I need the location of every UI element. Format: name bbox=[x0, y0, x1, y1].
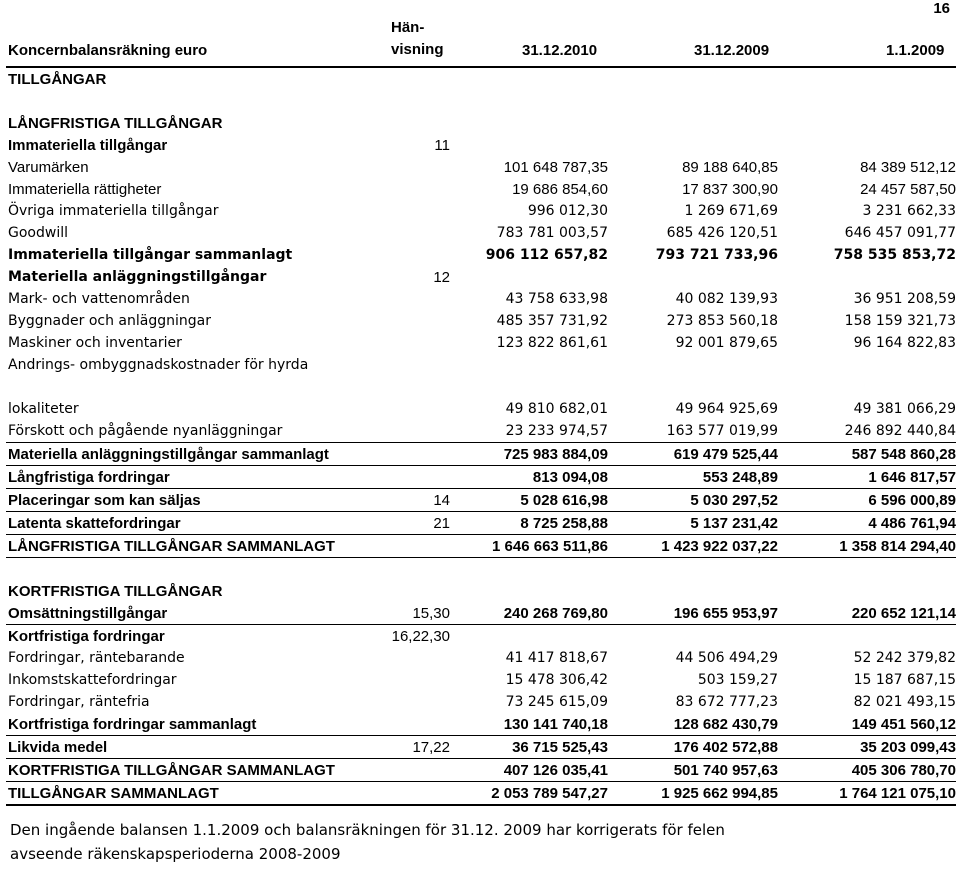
row-label: Goodwill bbox=[8, 225, 68, 241]
value-2009: 49 964 925,69 bbox=[675, 401, 778, 417]
row-label: Långfristiga fordringar bbox=[8, 469, 170, 486]
row-label: Övriga immateriella tillgångar bbox=[8, 203, 219, 219]
row-label: Fordringar, räntefria bbox=[8, 694, 150, 710]
value-opening: 49 381 066,29 bbox=[853, 401, 956, 417]
row-label: Varumärken bbox=[8, 159, 89, 176]
column-header-2010: 31.12.2010 bbox=[522, 42, 598, 59]
value-2010: 725 983 884,09 bbox=[503, 446, 608, 463]
footnote-line-2: avseende räkenskapsperioderna 2008-2009 bbox=[10, 845, 341, 863]
value-2009: 501 740 957,63 bbox=[673, 762, 778, 779]
value-2010: 996 012,30 bbox=[527, 203, 608, 219]
footnote bbox=[10, 818, 725, 866]
value-2010: 5 028 616,98 bbox=[520, 492, 608, 509]
table-row bbox=[6, 781, 956, 806]
value-2010: 41 417 818,67 bbox=[505, 650, 608, 666]
balance-sheet bbox=[6, 14, 956, 806]
value-2010: 73 245 615,09 bbox=[505, 694, 608, 710]
value-opening: 82 021 493,15 bbox=[853, 694, 956, 710]
row-label: LÅNGFRISTIGA TILLGÅNGAR SAMMANLAGT bbox=[8, 538, 335, 555]
table-row bbox=[6, 222, 956, 244]
table-row bbox=[6, 534, 956, 558]
row-note: 12 bbox=[433, 269, 450, 286]
value-2009: 793 721 733,96 bbox=[655, 247, 778, 263]
table-row bbox=[6, 354, 956, 376]
table-row bbox=[6, 735, 956, 758]
row-label: Omsättningstillgångar bbox=[8, 605, 168, 622]
row-label: Maskiner och inventarier bbox=[8, 335, 182, 351]
value-opening: 405 306 780,70 bbox=[851, 762, 956, 779]
value-opening: 149 451 560,12 bbox=[851, 716, 956, 733]
table-row bbox=[6, 266, 956, 288]
table-row bbox=[6, 134, 956, 156]
value-opening: 220 652 121,14 bbox=[851, 605, 956, 622]
table-row bbox=[6, 488, 956, 511]
row-label: KORTFRISTIGA TILLGÅNGAR SAMMANLAGT bbox=[8, 762, 335, 779]
row-label: Latenta skattefordringar bbox=[8, 515, 181, 532]
value-opening: 1 646 817,57 bbox=[868, 469, 956, 486]
row-label: Immateriella tillgångar sammanlagt bbox=[8, 247, 293, 263]
table-row bbox=[6, 156, 956, 178]
table-body bbox=[6, 68, 956, 806]
footnote-line-1: Den ingående balansen 1.1.2009 och balansräkningen för 31.12. 2009 har korrigerats för felen bbox=[10, 821, 725, 839]
value-2010: 2 053 789 547,27 bbox=[491, 785, 608, 802]
value-2010: 49 810 682,01 bbox=[505, 401, 608, 417]
row-label: Andrings- ombyggnadskostnader för hyrda bbox=[8, 357, 309, 373]
value-opening: 36 951 208,59 bbox=[853, 291, 956, 307]
value-opening: 84 389 512,12 bbox=[860, 159, 956, 176]
table-row bbox=[6, 758, 956, 781]
value-2009: 1 269 671,69 bbox=[684, 203, 778, 219]
table-row bbox=[6, 465, 956, 488]
value-2010: 36 715 525,43 bbox=[512, 739, 608, 756]
row-note: 21 bbox=[433, 515, 450, 532]
row-label: Likvida medel bbox=[8, 739, 108, 756]
value-2010: 19 686 854,60 bbox=[512, 181, 608, 198]
table-row bbox=[6, 624, 956, 647]
row-label: Immateriella rättigheter bbox=[8, 181, 162, 198]
value-2010: 783 781 003,57 bbox=[496, 225, 608, 241]
value-2009: 5 137 231,42 bbox=[690, 515, 778, 532]
table-header bbox=[6, 14, 956, 68]
value-2009: 685 426 120,51 bbox=[666, 225, 778, 241]
value-2009: 83 672 777,23 bbox=[675, 694, 778, 710]
row-note: 11 bbox=[434, 137, 450, 154]
row-label: Materiella anläggningstillgångar bbox=[8, 269, 267, 285]
row-note: 17,22 bbox=[412, 739, 450, 756]
table-row bbox=[6, 200, 956, 222]
row-label: TILLGÅNGAR SAMMANLAGT bbox=[8, 785, 219, 802]
row-note: 14 bbox=[433, 492, 450, 509]
table-row bbox=[6, 332, 956, 354]
table-row bbox=[6, 580, 956, 602]
value-opening: 1 764 121 075,10 bbox=[839, 785, 956, 802]
value-opening: 3 231 662,33 bbox=[862, 203, 956, 219]
value-2010: 1 646 663 511,86 bbox=[492, 538, 608, 555]
value-2010: 813 094,08 bbox=[532, 469, 608, 486]
value-2009: 5 030 297,52 bbox=[690, 492, 778, 509]
value-opening: 15 187 687,15 bbox=[853, 672, 956, 688]
table-row bbox=[6, 420, 956, 442]
row-label: Materiella anläggningstillgångar sammanlagt bbox=[8, 446, 329, 463]
spacer-row bbox=[6, 90, 956, 112]
value-opening: 158 159 321,73 bbox=[844, 313, 956, 329]
value-2010: 43 758 633,98 bbox=[505, 291, 608, 307]
value-opening: 35 203 099,43 bbox=[860, 739, 956, 756]
value-2009: 163 577 019,99 bbox=[666, 423, 778, 439]
page-number: 16 bbox=[933, 0, 950, 17]
row-label: KORTFRISTIGA TILLGÅNGAR bbox=[8, 583, 223, 600]
table-row bbox=[6, 669, 956, 691]
table-row bbox=[6, 376, 956, 420]
row-label: Kortfristiga fordringar bbox=[8, 628, 165, 645]
value-opening: 96 164 822,83 bbox=[853, 335, 956, 351]
value-opening: 646 457 091,77 bbox=[844, 225, 956, 241]
value-opening: 587 548 860,28 bbox=[851, 446, 956, 463]
table-row bbox=[6, 713, 956, 735]
value-2010: 130 141 740,18 bbox=[503, 716, 608, 733]
value-2009: 1 423 922 037,22 bbox=[661, 538, 778, 555]
value-opening: 758 535 853,72 bbox=[833, 247, 956, 263]
value-2009: 89 188 640,85 bbox=[682, 159, 778, 176]
value-2009: 44 506 494,29 bbox=[675, 650, 778, 666]
value-opening: 4 486 761,94 bbox=[868, 515, 956, 532]
table-row bbox=[6, 112, 956, 134]
table-row bbox=[6, 68, 956, 90]
table-row bbox=[6, 511, 956, 534]
value-2010: 8 725 258,88 bbox=[520, 515, 608, 532]
spacer-row bbox=[6, 558, 956, 580]
row-label: Förskott och pågående nyanläggningar bbox=[8, 423, 283, 439]
table-row bbox=[6, 647, 956, 669]
value-opening: 52 242 379,82 bbox=[853, 650, 956, 666]
row-label: LÅNGFRISTIGA TILLGÅNGAR bbox=[8, 115, 223, 132]
row-label: Mark- och vattenområden bbox=[8, 291, 190, 307]
value-2010: 240 268 769,80 bbox=[503, 605, 608, 622]
value-2009: 17 837 300,90 bbox=[682, 181, 778, 198]
value-2010: 15 478 306,42 bbox=[505, 672, 608, 688]
row-label: Byggnader och anläggningar bbox=[8, 313, 211, 329]
value-2010: 906 112 657,82 bbox=[485, 247, 608, 263]
value-2009: 92 001 879,65 bbox=[675, 335, 778, 351]
value-2009: 503 159,27 bbox=[697, 672, 778, 688]
table-row bbox=[6, 442, 956, 465]
value-2009: 176 402 572,88 bbox=[673, 739, 778, 756]
row-label: Placeringar som kan säljas bbox=[8, 492, 201, 509]
value-2009: 128 682 430,79 bbox=[673, 716, 778, 733]
column-header-2009: 31.12.2009 bbox=[694, 42, 770, 59]
table-row bbox=[6, 602, 956, 624]
row-label: Kortfristiga fordringar sammanlagt bbox=[8, 716, 257, 733]
row-label: lokaliteter bbox=[8, 401, 79, 417]
table-row bbox=[6, 244, 956, 266]
value-2009: 1 925 662 994,85 bbox=[661, 785, 778, 802]
table-row bbox=[6, 310, 956, 332]
table-title: Koncernbalansräkning euro bbox=[8, 42, 208, 59]
row-label: Immateriella tillgångar bbox=[8, 137, 168, 154]
note-header-line1: Hän- bbox=[391, 19, 425, 36]
value-opening: 6 596 000,89 bbox=[868, 492, 956, 509]
table-row bbox=[6, 691, 956, 713]
value-2009: 273 853 560,18 bbox=[666, 313, 778, 329]
row-note: 16,22,30 bbox=[391, 628, 450, 645]
value-opening: 1 358 814 294,40 bbox=[839, 538, 956, 555]
row-label: TILLGÅNGAR bbox=[8, 71, 107, 88]
value-opening: 246 892 440,84 bbox=[844, 423, 956, 439]
row-label: Fordringar, räntebarande bbox=[8, 650, 185, 666]
table-row bbox=[6, 288, 956, 310]
value-2010: 123 822 861,61 bbox=[496, 335, 608, 351]
value-2009: 553 248,89 bbox=[702, 469, 778, 486]
value-2010: 23 233 974,57 bbox=[505, 423, 608, 439]
value-2010: 407 126 035,41 bbox=[503, 762, 608, 779]
row-note: 15,30 bbox=[412, 605, 450, 622]
row-label: Inkomstskattefordringar bbox=[8, 672, 177, 688]
value-2010: 101 648 787,35 bbox=[503, 159, 608, 176]
note-header-line2: visning bbox=[391, 41, 444, 58]
table-row bbox=[6, 178, 956, 200]
value-opening: 24 457 587,50 bbox=[860, 181, 956, 198]
value-2009: 196 655 953,97 bbox=[673, 605, 778, 622]
value-2009: 619 479 525,44 bbox=[673, 446, 778, 463]
column-header-opening: 1.1.2009 bbox=[886, 42, 945, 59]
value-2010: 485 357 731,92 bbox=[496, 313, 608, 329]
value-2009: 40 082 139,93 bbox=[675, 291, 778, 307]
